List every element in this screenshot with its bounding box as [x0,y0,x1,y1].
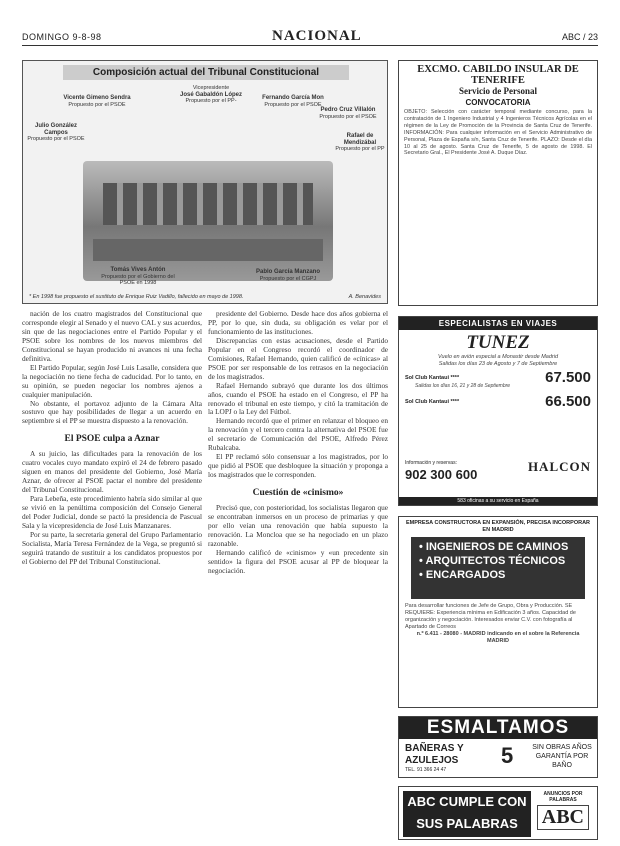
label-cruz: Pedro Cruz Villalón Propuesto por el PSOE [319,107,377,120]
ad-heading: CONVOCATORIA [465,98,531,107]
ad-note: Salidas los días 23 de Agosto y 7 de Septiembre [438,360,558,367]
court-photo [83,161,333,281]
abc-logo: ABC [537,805,589,830]
ad-title: ESMALTAMOS [399,717,597,739]
ad-footer: n.º 6.411 - 28080 - MADRID indicando en el sobre la Referencia MADRID [416,631,580,644]
travel-ad [398,316,598,506]
hotel-name: Sol Club Kantaui **** [405,399,460,405]
graphic-caption: * En 1998 fue propuesto el sustituto de Enrique Ruiz Vadillo, fallecido en mayo de 1998. [29,294,244,300]
ad-heading: EMPRESA CONSTRUCTORA EN EXPANSIÓN, PRECISA INCORPORAR EN MADRID [405,520,591,533]
label-garcia-manzano: Pablo García Manzano Propuesto por el CGPJ [255,269,321,282]
paragraph: Rafael Hernando subrayó que durante los dos últimos años, cuando el PSOE ha estado en el Congreso, el PP ha renovado el tribunal en este tiempo, y citó la tramitación de la LOPJ o la Ley del Fútbol. [208,380,388,417]
ad-banner: ESPECIALISTAS EN VIAJES [399,317,597,330]
info-label: Información y reservas: [405,460,457,466]
hotel-offer [405,393,591,415]
paragraph: A su juicio, las dificultades para la renovación de los cuatro vocales cuyo mandato expiró el 24 de febrero pasado siguen en manos del presidente del Gobierno, José María Aznar, de ofrecer al PSOE pactar el nombre del presidente del Tribunal Constitucional. [22,449,202,495]
ad-body: OBJETO: Selección con carácter temporal mediante concurso, para la contratación de 1 Ingeniero Industrial y 4 Ingenieros Técnicos Agrícolas en el régimen de la Ley de Promoción de la Provincia de Santa Cruz de Tenerife. INFORMACIÓN: Para cualquier información en el Servicio Administrativo de Personal, Plaza de España s/n, Santa Cruz de Tenerife. PLAZO: Desde el día 10 al 25 de agosto. Santa Cruz de Tenerife, 5 de agosto de 1998. El Secretario Gral., El Presidente José A. Duque Díaz. [404,109,592,157]
esmaltamos-ad [398,716,598,778]
paragraph: El Partido Popular, según José Luis Lasalle, considera que la negociación no tiene fecha de caducidad. Por lo tanto, en su opinión, se pueden negociar los nombres ajenos a cualquier manipulación. [22,362,202,399]
label-mendizabal: Rafael de Mendizábal Propuesto por el PP [335,133,385,152]
paragraph: Hernando recordó que el primer en relanzar el bloqueo en la renovación y el tercero contra la alternativa del PSOE fue el secretario de Comunicación del PSOE, Alfredo Pérez Rubalcaba. [208,416,388,453]
subheading: Cuestión de «cinismo» [252,488,344,499]
section-title: NACIONAL [272,28,362,44]
header-date: DOMINGO 9-8-98 [22,32,102,42]
destination: TUNEZ [466,332,530,353]
paragraph: nación de los cuatro magistrados del Constitucional que corresponde elegir al Senado y el nuevo CAL y sus acuerdos, sin que de las negociaciones entre el Partido Popular y el PSOE sobre los nombres de los nuevos miembros del Constitucional se hayan producido ni avances ni una fecha definitiva. [22,310,202,363]
graphic-title: Composición actual del Tribunal Constitucional [63,65,349,80]
hotel-price: 66.500 [545,393,591,410]
subheading: El PSOE culpa a Aznar [64,434,160,445]
paragraph: No obstante, el portavoz adjunto de la Cámara Alta sostuvo que hay posibilidades de llegar a un acuerdo en septiembre si el PP se muestra dispuesto a la renovación. [22,398,202,426]
article-column-1 [22,310,202,840]
tribunal-graphic [22,60,388,304]
abc-ad [398,786,598,840]
ad-line: BAÑERAS Y AZULEJOS [405,743,464,766]
phone-number: 902 300 600 [405,467,478,482]
position: • INGENIEROS DE CAMINOS [419,541,569,553]
label-gonzalez: Julio González Campos Propuesto por el PSOE [27,123,85,142]
hotel-price: 67.500 [545,369,591,386]
label-gabaldon: Vicepresidente José Gabaldón López Propuesto por el PP- [179,85,242,104]
label-vives: Tomás Vives Antón Propuesto por el Gobierno del PSOE en 1998 [101,267,175,286]
article-column-2 [208,310,388,840]
page-number: ABC / 23 [561,32,598,42]
paragraph: Para Lebeña, este procedimiento habría sido similar al que se vivió en la penúltima composición del Consejo General del Poder Judicial, donde se pactó la presidencia de Pascual Sala y la vicepresidencia de José Luis Manzanares. [22,494,202,531]
brand-logo: HALCON [527,459,591,474]
paragraph: Por su parte, la secretaria general del Grupo Parlamentario Socialista, María Teresa Fernández de la Vega, se preguntó si seguirá tratando de sustituir a los candidatos propuestos por el Gobierno del PP del Tribunal Constitucional. [22,529,202,566]
ad-label: ANUNCIOS POR PALABRAS [543,791,583,803]
hotel-offer [405,369,591,391]
label-gimeno: Vicente Gimeno Sendra Propuesto por el PSOE [63,95,131,108]
ad-body: Para desarrollar funciones de Jefe de Grupo, Obra y Producción. SE REQUIERE: Experiencia mínima en Edificación 3 años. Capacidad de organización y negociación. Interesados enviar C.V. con fotografía al Apartado de Correos [405,603,576,630]
ad-subtitle: Servicio de Personal [459,86,537,96]
ad-guarantee: SIN OBRAS AÑOS GARANTÍA POR BAÑO [532,744,592,769]
positions-box [411,537,585,599]
phone-number: TEL. 91 366 24 47 [405,767,447,773]
ad-note: Vuelo en avión especial a Monastir desde Madrid [437,354,559,360]
ad-slogan: ABC CUMPLE CON SUS PALABRAS [403,791,531,837]
hotel-name: Sol Club Kantaui **** [405,375,460,381]
ad-title: EXCMO. CABILDO INSULAR DE TENERIFE [417,64,579,86]
page-header [22,28,598,46]
jobs-ad [398,516,598,708]
years-number: 5 [501,743,514,768]
paragraph: Precisó que, con posterioridad, los socialistas llegaron que se encontraban inmersos en un proceso de primarias y que por ello veían una renovación que había supuesto la renovación. La Moncloa que se ha negociado en un plazo razonable. [208,503,388,548]
hotel-dates: Salidas los días 16, 21 y 28 de Septiembre [415,383,511,389]
cabildo-ad [398,60,598,306]
position: • ENCARGADOS [419,569,506,581]
paragraph: Discrepancias con estas acusaciones, desde el Partido Popular en el Congreso recordó el coordinador de Comisiones, Rafael Hernando, quien calificó de «cínicas» al PSOE por ser responsable de los retrasos en la negociación de los magistrados. [208,335,388,381]
paragraph: El PP reclamó sólo consensuar a los magistrados, por lo que pidió al PSOE que desbloquee la situación y proponga a los magistrados que le corresponden. [208,452,388,480]
paragraph: presidente del Gobierno. Desde hace dos años gobierna el PP, por lo que, sin duda, su obligación es velar por el funcionamiento de las instituciones. [208,310,388,336]
position: • ARQUITECTOS TÉCNICOS [419,555,566,567]
ad-footer: 583 oficinas a su servicio en España [399,497,597,505]
label-garcia-mon: Fernando García Mon Propuesto por el PSOE [262,95,324,108]
graphic-credit: A. Benavides [348,294,381,300]
paragraph: Hernando calificó de «cinismo» y «un precedente sin sentido» la figura del PSOE acusar al PP de bloquear la negociación. [208,547,388,575]
